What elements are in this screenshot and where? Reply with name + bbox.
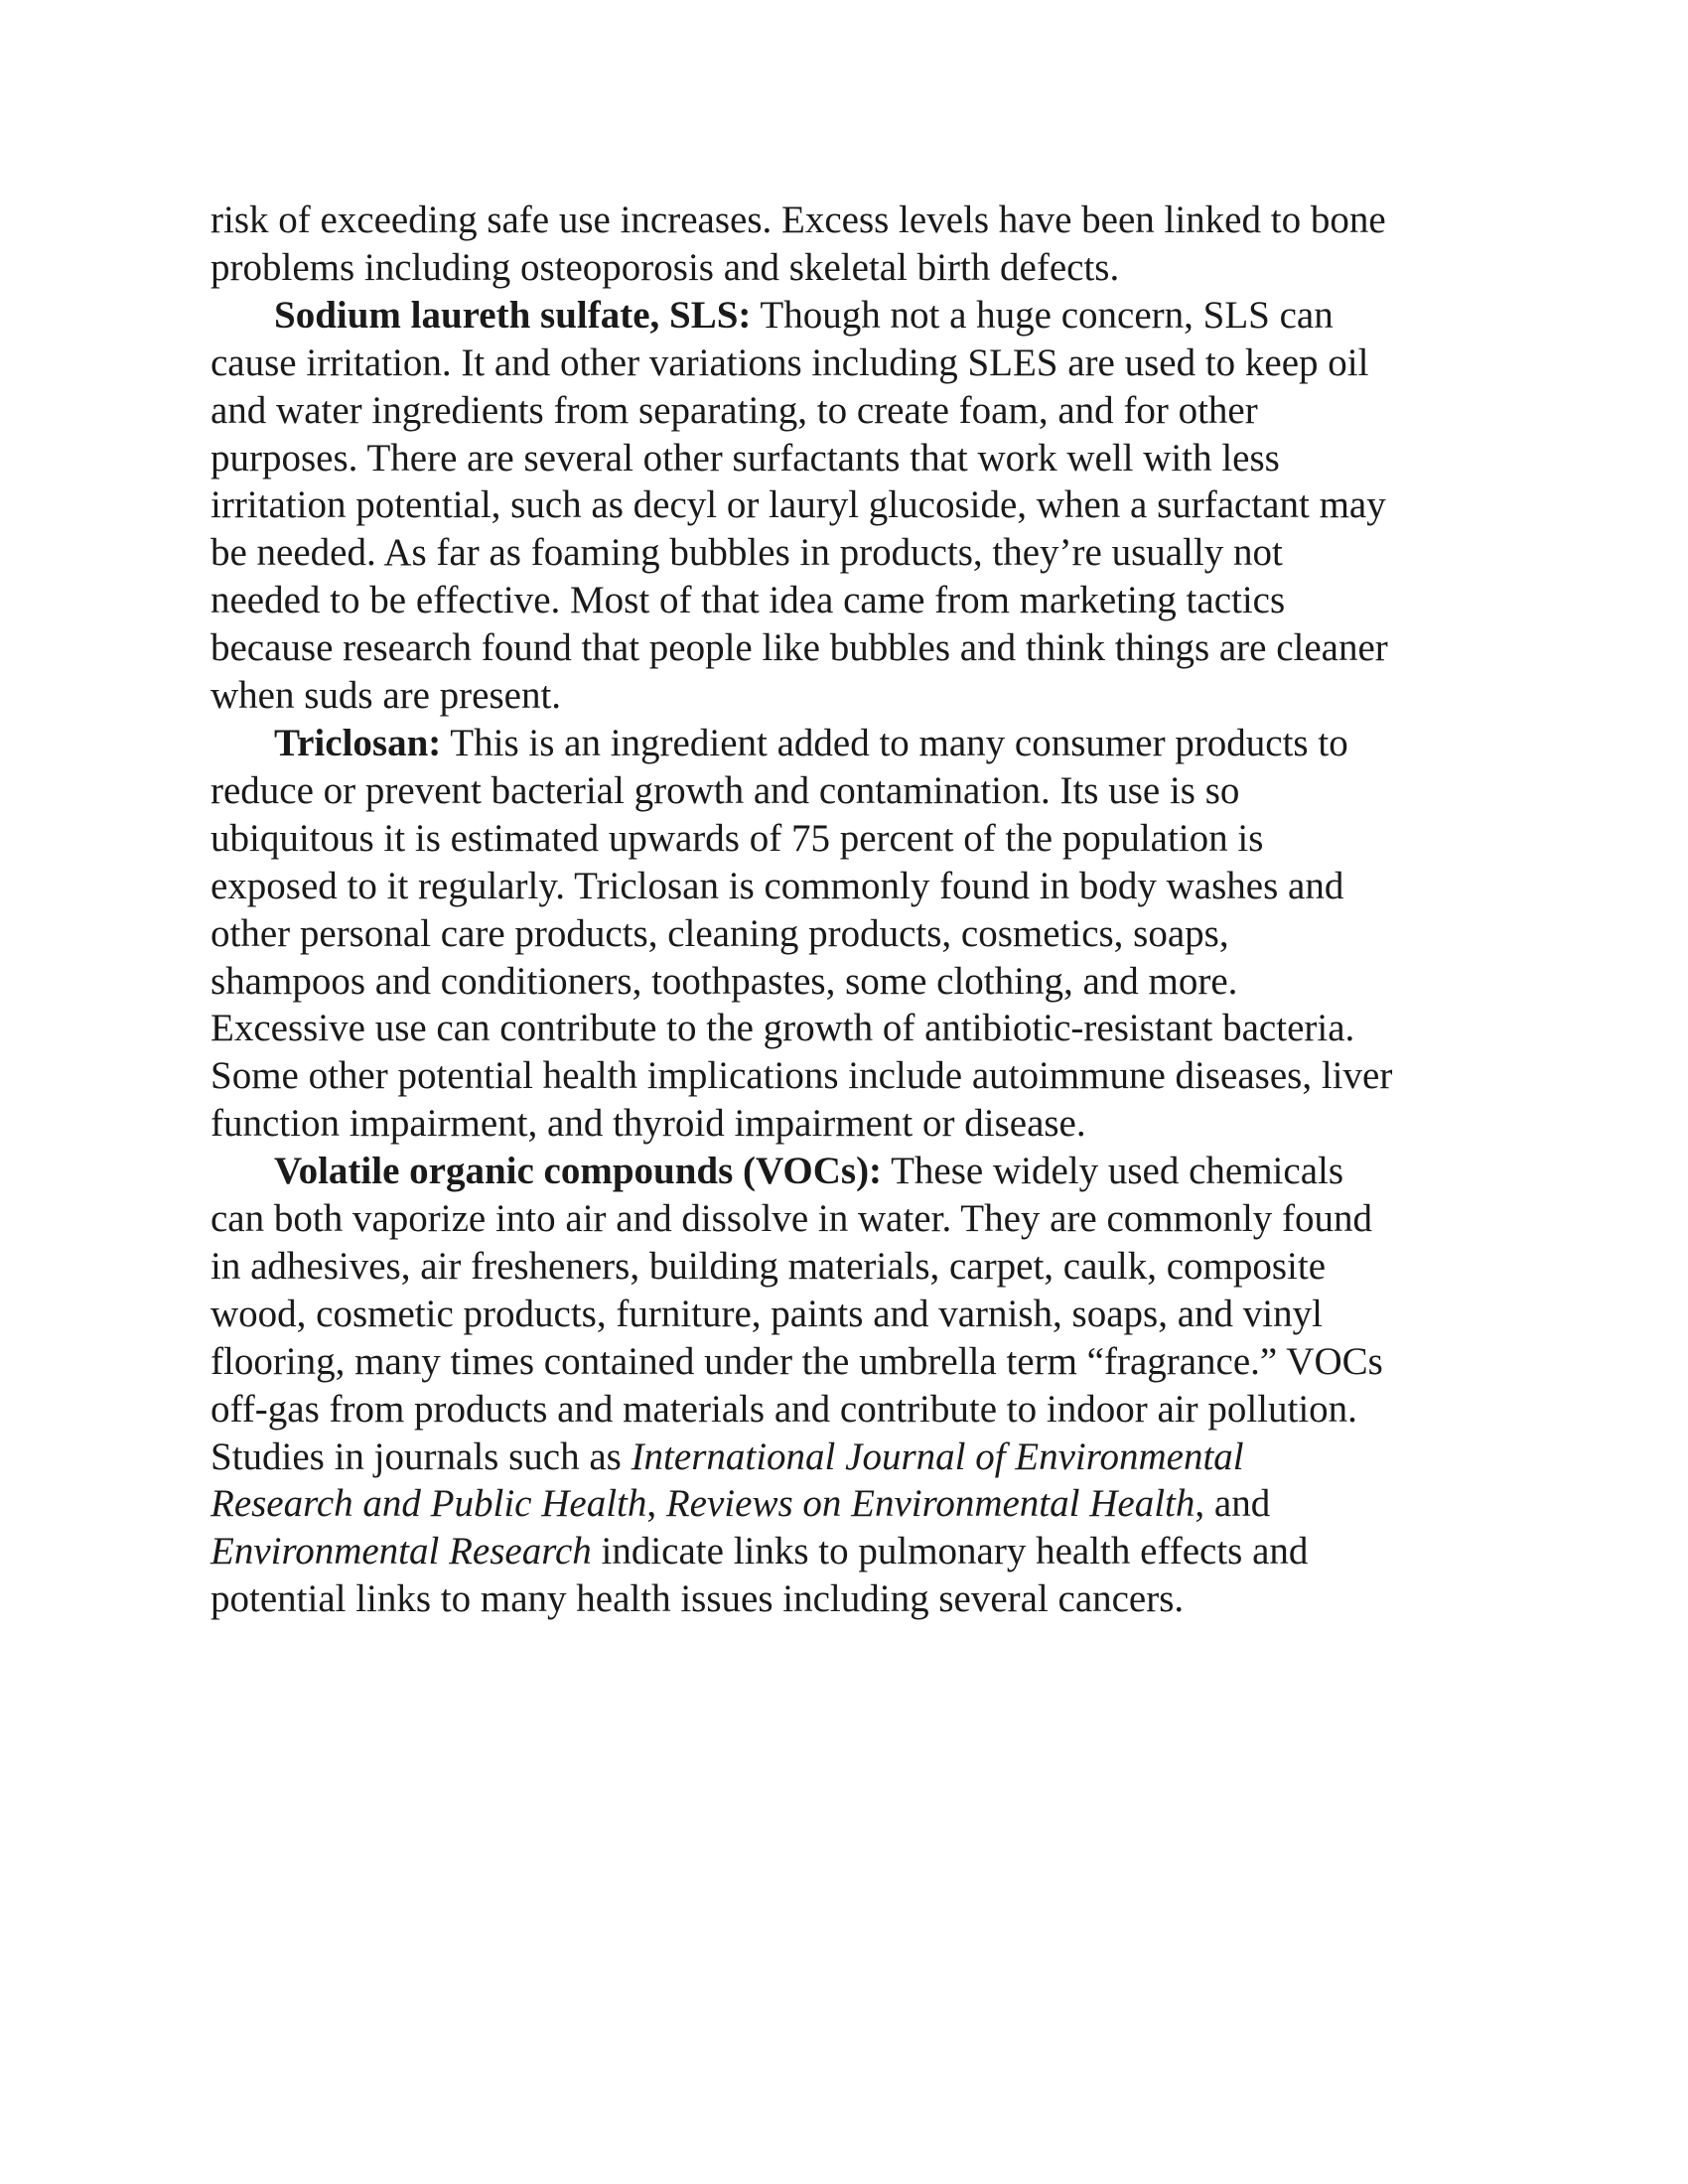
paragraph-text: indicate links to pulmonary health effects and potential links to many health issues including several cancers.: [211, 1530, 1309, 1621]
paragraph-continuation: [211, 197, 1491, 292]
paragraph-text: risk of exceeding safe use increases. Excess levels have been linked to bone problems including osteoporosis and skeletal birth defects.: [211, 199, 1386, 289]
separator-text: ,: [646, 1482, 666, 1526]
paragraph-text: These widely used chemicals can both vaporize into air and dissolve in water. They are commonly found in adhesives, air fresheners, building materials, carpet, caulk, composite wood, cosmetic products, furniture, paints and varnish, soaps, and vinyl flooring, many times contained under the umbrella term “fragrance.” VOCs off-gas from products and materials and contribute to indoor air pollution. Studies in journals such as: [211, 1150, 1383, 1478]
paragraph-text: This is an ingredient added to many consumer products to reduce or prevent bacterial growth and contamination. Its use is so ubiquitous it is estimated upwards of 75 percent of the population is exposed to it regularly. Triclosan is commonly found in body washes and other personal care products, cleaning products, cosmetics, soaps, shampoos and conditioners, toothpastes, some clothing, and more. Excessive use can contribute to the growth of antibiotic-resistant bacteria. Some other potential health implications include autoimmune diseases, liver function impairment, and thyroid impairment or disease.: [211, 721, 1393, 1146]
paragraph-text: Though not a huge concern, SLS can cause irritation. It and other variations including SLES are used to keep oil and water ingredients from separating, to create foam, and for other purposes. There are several other surfactants that work well with less irritation potential, such as decyl or lauryl glucoside, when a surfactant may be needed. As far as foaming bubbles in products, they’re usually not needed to be effective. Most of that idea came from marketing tactics because research found that people like bubbles and think things are cleaner when suds are present.: [211, 293, 1388, 718]
term-heading-vocs: Volatile organic compounds (VOCs):: [274, 1150, 883, 1193]
term-heading-sls: Sodium laureth sulfate, SLS:: [274, 293, 752, 337]
document-page: [211, 197, 1491, 1623]
term-heading-triclosan: Triclosan:: [274, 721, 442, 764]
paragraph-vocs: [211, 1148, 1491, 1623]
separator-text: , and: [1195, 1482, 1271, 1526]
journal-title: Environmental Research: [211, 1530, 592, 1573]
paragraph-sls: [211, 292, 1491, 720]
journal-title: International Journal of Environmental Research and Public Health: [211, 1434, 1244, 1526]
paragraph-triclosan: [211, 720, 1491, 1148]
journal-title: Reviews on Environmental Health: [665, 1482, 1196, 1526]
